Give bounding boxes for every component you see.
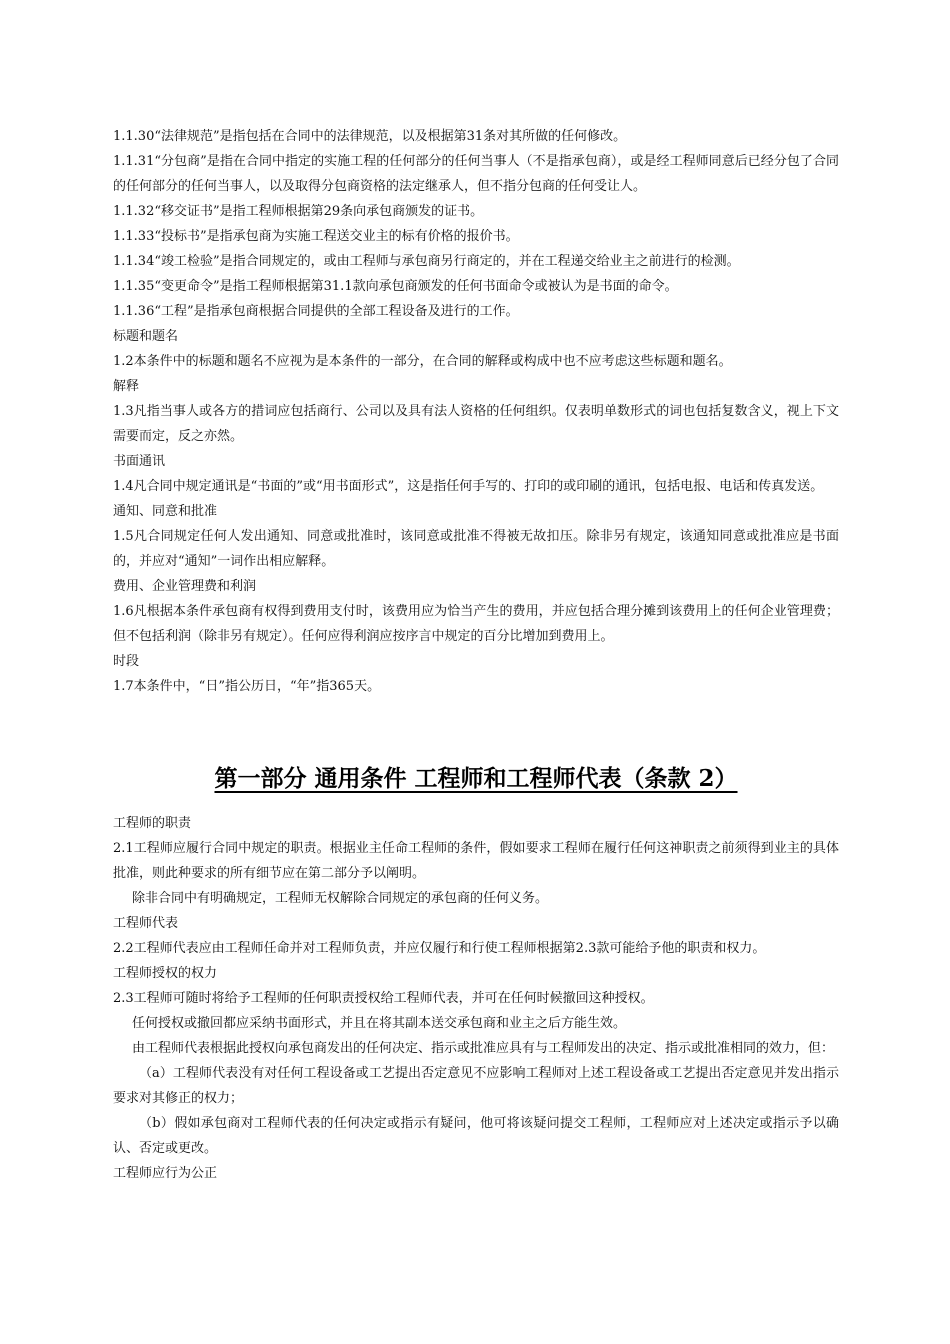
heading-engineer-representative: 工程师代表 — [113, 916, 179, 931]
document-page — [113, 124, 839, 1186]
clause-2-3-para-2: 由工程师代表根据此授权向承包商发出的任何决定、指示或批准应具有与工程师发出的决定、指示或批准相同的效力，但： — [132, 1041, 835, 1056]
clause-1-3: 1.3凡指当事人或各方的措词应包括商行、公司以及具有法人资格的任何组织。仅表明单数形式的词也包括复数含义，视上下文需要而定，反之亦然。 — [113, 404, 839, 444]
clause-2-2: 2.2工程师代表应由工程师任命并对工程师负责，并应仅履行和行使工程师根据第2.3款可能给予他的职责和权力。 — [113, 941, 766, 956]
clause-1-1-33: 1.1.33“投标书”是指承包商为实施工程送交业主的标有价格的报价书。 — [113, 229, 519, 244]
clause-1-1-31: 1.1.31“分包商”是指在合同中指定的实施工程的任何部分的任何当事人（不是指承包商），或是经工程师同意后已经分包了合同的任何部分的任何当事人，以及取得分包商资格的法定继承人，但不指分包商的任何受让人。 — [113, 154, 839, 194]
clause-2-3-item-b: （b）假如承包商对工程师代表的任何决定或指示有疑问，他可将该疑问提交工程师，工程师应对上述决定或指示予以确认、否定或更改。 — [113, 1116, 839, 1156]
clause-1-1-34: 1.1.34“竣工检验”是指合同规定的，或由工程师与承包商另行商定的，并在工程递交给业主之前进行的检测。 — [113, 254, 740, 269]
clause-1-5: 1.5凡合同规定任何人发出通知、同意或批准时，该同意或批准不得被无故扣压。除非另有规定，该通知同意或批准应是书面的，并应对“通知”一词作出相应解释。 — [113, 529, 839, 569]
heading-engineer-impartial: 工程师应行为公正 — [113, 1166, 218, 1181]
clause-1-4: 1.4凡合同中规定通讯是“书面的”或“用书面形式”，这是指任何手写的、打印的或印刷的通讯，包括电报、电话和传真发送。 — [113, 479, 824, 494]
section-title-block — [113, 699, 839, 811]
heading-interpretation: 解释 — [113, 379, 140, 394]
clause-2-3: 2.3工程师可随时将给予工程师的任何职责授权给工程师代表，并可在任何时候撤回这种授权。 — [113, 991, 654, 1006]
clause-1-1-32: 1.1.32“移交证书”是指工程师根据第29条向承包商颁发的证书。 — [113, 204, 484, 219]
clause-2-1: 2.1工程师应履行合同中规定的职责。根据业主任命工程师的条件，假如要求工程师在履行任何这神职责之前须得到业主的具体批准，则此种要求的所有细节应在第二部分予以阐明。 — [113, 841, 839, 881]
heading-cost-overhead-profit: 费用、企业管理费和利润 — [113, 579, 257, 594]
heading-engineer-duties: 工程师的职责 — [113, 816, 192, 831]
clause-1-7: 1.7本条件中，“日”指公历日，“年”指365天。 — [113, 679, 381, 694]
heading-notices-consents: 通知、同意和批准 — [113, 504, 218, 519]
heading-titles: 标题和题名 — [113, 329, 179, 344]
heading-engineer-delegation: 工程师授权的权力 — [113, 966, 218, 981]
clause-2-1-para: 除非合同中有明确规定，工程师无权解除合同规定的承包商的任何义务。 — [132, 891, 549, 906]
clause-1-1-30: 1.1.30“法律规范”是指包括在合同中的法律规范，以及根据第31条对其所做的任何修改。 — [113, 129, 627, 144]
clause-1-1-35: 1.1.35“变更命令”是指工程师根据第31.1款向承包商颁发的任何书面命令或被认为是书面的命令。 — [113, 279, 678, 294]
clause-1-6: 1.6凡根据本条件承包商有权得到费用支付时，该费用应为恰当产生的费用，并应包括合理分摊到该费用上的任何企业管理费；但不包括利润（除非另有规定）。任何应得利润应按序言中规定的百分比增加到费用上。 — [113, 604, 839, 644]
clause-1-2: 1.2本条件中的标题和题名不应视为是本条件的一部分，在合同的解释或构成中也不应考虑这些标题和题名。 — [113, 354, 732, 369]
heading-written-communication: 书面通讯 — [113, 454, 166, 469]
clause-2-3-para-1: 任何授权或撤回都应采纳书面形式，并且在将其副本送交承包商和业主之后方能生效。 — [132, 1016, 627, 1031]
section-title: 第一部分 通用条件 工程师和工程师代表（条款 2） — [214, 765, 738, 792]
clause-1-1-36: 1.1.36“工程”是指承包商根据合同提供的全部工程设备及进行的工作。 — [113, 304, 519, 319]
clause-2-3-item-a: （a）工程师代表没有对任何工程设备或工艺提出否定意见不应影响工程师对上述工程设备或工艺提出否定意见并发出指示要求对其修正的权力； — [113, 1066, 839, 1106]
heading-periods: 时段 — [113, 654, 140, 669]
